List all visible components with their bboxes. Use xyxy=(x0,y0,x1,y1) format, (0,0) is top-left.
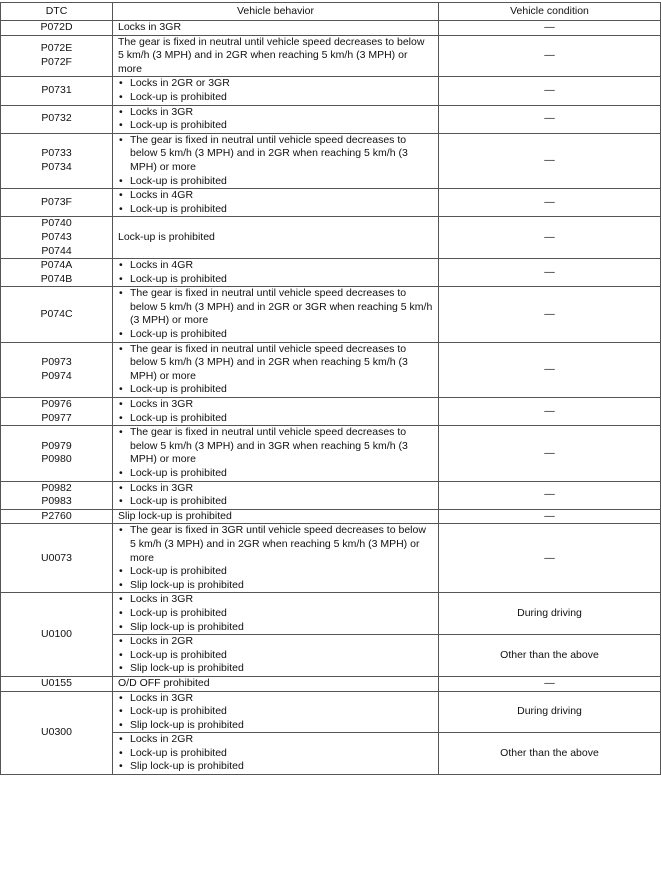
vehicle-behavior-cell xyxy=(113,287,439,342)
table-row xyxy=(1,524,661,593)
vehicle-behavior-cell xyxy=(113,342,439,397)
vehicle-behavior-cell xyxy=(113,426,439,481)
vehicle-condition-cell xyxy=(439,105,661,133)
dtc-cell xyxy=(1,593,113,677)
condition-text: During driving xyxy=(517,705,582,718)
behavior-bullet-item: • Locks in 3GR xyxy=(118,106,433,120)
dtc-code: P2760 xyxy=(41,509,72,522)
vehicle-behavior-cell xyxy=(113,189,439,217)
behavior-text: Lock-up is prohibited xyxy=(118,230,215,243)
behavior-bullet-item: • The gear is fixed in neutral until vehicle speed decreases to below 5 km/h (3 MPH) and in 2GR or 3GR when reaching 5 km/h (3 MPH) or more xyxy=(118,287,433,328)
behavior-bullet-item: • Slip lock-up is prohibited xyxy=(118,719,433,733)
vehicle-condition-cell xyxy=(439,35,661,77)
dtc-cell xyxy=(1,509,113,524)
dtc-fail-safe-table xyxy=(0,2,661,775)
dtc-cell xyxy=(1,217,113,259)
behavior-bullet-item: • Lock-up is prohibited xyxy=(118,495,433,509)
dtc-code: P0980 xyxy=(41,453,72,466)
behavior-bullet-list xyxy=(118,398,433,425)
vehicle-behavior-cell xyxy=(113,105,439,133)
vehicle-condition-cell xyxy=(439,676,661,691)
dtc-code: U0100 xyxy=(41,627,72,640)
behavior-bullet-item: • Lock-up is prohibited xyxy=(118,565,433,579)
dtc-code: P0740 xyxy=(41,217,72,230)
behavior-bullet-list xyxy=(118,426,433,480)
dtc-cell xyxy=(1,398,113,426)
table-row xyxy=(1,133,661,188)
dtc-cell xyxy=(1,481,113,509)
table-row xyxy=(1,105,661,133)
dtc-code: P0743 xyxy=(41,230,72,243)
vehicle-behavior-cell xyxy=(113,691,439,733)
dtc-cell xyxy=(1,259,113,287)
dtc-code: P072E xyxy=(40,42,73,55)
behavior-bullet-item: • Locks in 3GR xyxy=(118,398,433,412)
behavior-bullet-item: • Lock-up is prohibited xyxy=(118,412,433,426)
dtc-code: P0974 xyxy=(41,369,72,382)
table-row xyxy=(1,35,661,77)
behavior-bullet-item: • Locks in 3GR xyxy=(118,692,433,706)
vehicle-condition-cell xyxy=(439,481,661,509)
dtc-cell xyxy=(1,342,113,397)
behavior-bullet-item: • Lock-up is prohibited xyxy=(118,328,433,342)
table-row xyxy=(1,77,661,105)
vehicle-behavior-cell xyxy=(113,733,439,775)
dtc-cell xyxy=(1,105,113,133)
condition-dash: — xyxy=(544,676,555,689)
condition-dash: — xyxy=(544,195,555,208)
behavior-text: The gear is fixed in neutral until vehicle speed decreases to below 5 km/h (3 MPH) and in 2GR when reaching 5 km/h (3 MPH) or more xyxy=(118,35,425,75)
table-row xyxy=(1,217,661,259)
table-row xyxy=(1,676,661,691)
dtc-code: U0155 xyxy=(41,676,72,689)
behavior-bullet-item: • Locks in 2GR xyxy=(118,635,433,649)
dtc-code: P0732 xyxy=(41,112,72,125)
dtc-cell xyxy=(1,77,113,105)
condition-dash: — xyxy=(544,551,555,564)
behavior-bullet-list xyxy=(118,733,433,774)
header-vehicle-behavior: Vehicle behavior xyxy=(113,3,439,21)
vehicle-condition-cell xyxy=(439,133,661,188)
table-row xyxy=(1,21,661,36)
behavior-bullet-item: • Slip lock-up is prohibited xyxy=(118,662,433,676)
vehicle-behavior-cell xyxy=(113,481,439,509)
vehicle-condition-cell xyxy=(439,691,661,733)
dtc-code: P0744 xyxy=(41,244,72,257)
vehicle-behavior-cell xyxy=(113,676,439,691)
vehicle-behavior-cell xyxy=(113,217,439,259)
behavior-bullet-item: • Slip lock-up is prohibited xyxy=(118,579,433,593)
dtc-code: P0977 xyxy=(41,411,72,424)
condition-dash: — xyxy=(544,363,555,376)
behavior-bullet-item: • Lock-up is prohibited xyxy=(118,467,433,481)
vehicle-condition-cell xyxy=(439,77,661,105)
vehicle-behavior-cell xyxy=(113,509,439,524)
vehicle-condition-cell xyxy=(439,509,661,524)
behavior-bullet-item: • Lock-up is prohibited xyxy=(118,383,433,397)
dtc-code: U0300 xyxy=(41,725,72,738)
dtc-code: P074A xyxy=(40,259,73,272)
behavior-bullet-item: • Lock-up is prohibited xyxy=(118,91,433,105)
behavior-bullet-item: • Lock-up is prohibited xyxy=(118,273,433,287)
behavior-bullet-list xyxy=(118,343,433,397)
dtc-code: P0979 xyxy=(41,439,72,452)
behavior-bullet-item: • Lock-up is prohibited xyxy=(118,649,433,663)
vehicle-behavior-cell xyxy=(113,524,439,593)
behavior-text: Slip lock-up is prohibited xyxy=(118,509,232,522)
behavior-bullet-list xyxy=(118,287,433,341)
behavior-bullet-item: • The gear is fixed in neutral until vehicle speed decreases to below 5 km/h (3 MPH) and in 3GR when reaching 5 km/h (3 MPH) or more xyxy=(118,426,433,467)
vehicle-condition-cell xyxy=(439,342,661,397)
behavior-bullet-item: • Locks in 4GR xyxy=(118,189,433,203)
condition-dash: — xyxy=(544,446,555,459)
header-row xyxy=(1,3,661,21)
dtc-code: P074B xyxy=(40,272,73,285)
behavior-bullet-item: • Locks in 3GR xyxy=(118,482,433,496)
table-row xyxy=(1,287,661,342)
behavior-bullet-item: • The gear is fixed in neutral until vehicle speed decreases to below 5 km/h (3 MPH) and in 2GR when reaching 5 km/h (3 MPH) or more xyxy=(118,134,433,175)
vehicle-condition-cell xyxy=(439,21,661,36)
table-row xyxy=(1,189,661,217)
table-row xyxy=(1,509,661,524)
condition-dash: — xyxy=(544,84,555,97)
behavior-bullet-list xyxy=(118,259,433,286)
behavior-bullet-item: • Lock-up is prohibited xyxy=(118,607,433,621)
condition-dash: — xyxy=(544,112,555,125)
dtc-cell xyxy=(1,35,113,77)
condition-dash: — xyxy=(544,509,555,522)
dtc-code: P0976 xyxy=(41,398,72,411)
vehicle-condition-cell xyxy=(439,426,661,481)
dtc-cell xyxy=(1,21,113,36)
condition-dash: — xyxy=(544,230,555,243)
behavior-bullet-item: • Lock-up is prohibited xyxy=(118,119,433,133)
vehicle-condition-cell xyxy=(439,189,661,217)
dtc-code: P0731 xyxy=(41,84,72,97)
behavior-bullet-list xyxy=(118,593,433,634)
vehicle-behavior-cell xyxy=(113,133,439,188)
condition-dash: — xyxy=(544,307,555,320)
vehicle-condition-cell xyxy=(439,217,661,259)
behavior-bullet-item: • The gear is fixed in neutral until vehicle speed decreases to below 5 km/h (3 MPH) and in 2GR when reaching 5 km/h (3 MPH) or more xyxy=(118,343,433,384)
condition-text: Other than the above xyxy=(500,648,599,661)
table-row xyxy=(1,691,661,733)
condition-dash: — xyxy=(544,265,555,278)
dtc-cell xyxy=(1,133,113,188)
vehicle-behavior-cell xyxy=(113,635,439,677)
behavior-bullet-list xyxy=(118,134,433,188)
condition-dash: — xyxy=(544,154,555,167)
condition-dash: — xyxy=(544,404,555,417)
vehicle-behavior-cell xyxy=(113,21,439,36)
dtc-code: P072F xyxy=(41,55,72,68)
header-vehicle-condition: Vehicle condition xyxy=(439,3,661,21)
behavior-bullet-list xyxy=(118,77,433,104)
vehicle-condition-cell xyxy=(439,398,661,426)
table-row xyxy=(1,259,661,287)
vehicle-condition-cell xyxy=(439,733,661,775)
condition-dash: — xyxy=(544,21,555,33)
behavior-bullet-list xyxy=(118,524,433,592)
vehicle-behavior-cell xyxy=(113,259,439,287)
vehicle-condition-cell xyxy=(439,593,661,635)
dtc-code: P073F xyxy=(41,195,72,208)
vehicle-condition-cell xyxy=(439,524,661,593)
vehicle-behavior-cell xyxy=(113,593,439,635)
behavior-bullet-item: • Lock-up is prohibited xyxy=(118,203,433,217)
behavior-bullet-list xyxy=(118,635,433,676)
dtc-code: P0982 xyxy=(41,481,72,494)
table-row xyxy=(1,342,661,397)
table-row xyxy=(1,481,661,509)
dtc-cell xyxy=(1,524,113,593)
behavior-bullet-item: • Lock-up is prohibited xyxy=(118,705,433,719)
vehicle-behavior-cell xyxy=(113,35,439,77)
vehicle-condition-cell xyxy=(439,287,661,342)
table-row xyxy=(1,398,661,426)
behavior-bullet-item: • Lock-up is prohibited xyxy=(118,175,433,189)
behavior-bullet-list xyxy=(118,482,433,509)
dtc-cell xyxy=(1,691,113,775)
dtc-code: P0733 xyxy=(41,147,72,160)
dtc-cell xyxy=(1,189,113,217)
dtc-cell xyxy=(1,287,113,342)
condition-dash: — xyxy=(544,49,555,62)
behavior-text: O/D OFF prohibited xyxy=(118,676,210,689)
dtc-code: P0983 xyxy=(41,495,72,508)
dtc-code: P0734 xyxy=(41,160,72,173)
behavior-bullet-item: • Locks in 4GR xyxy=(118,259,433,273)
table-header xyxy=(1,3,661,21)
table-body xyxy=(1,21,661,775)
vehicle-condition-cell xyxy=(439,259,661,287)
behavior-bullet-item: • Locks in 2GR or 3GR xyxy=(118,77,433,91)
behavior-bullet-item: • Locks in 3GR xyxy=(118,593,433,607)
vehicle-behavior-cell xyxy=(113,398,439,426)
dtc-code: P074C xyxy=(40,307,73,320)
behavior-text: Locks in 3GR xyxy=(118,21,182,33)
dtc-cell xyxy=(1,676,113,691)
behavior-bullet-list xyxy=(118,189,433,216)
dtc-code: P072D xyxy=(40,21,73,33)
behavior-bullet-item: • Slip lock-up is prohibited xyxy=(118,621,433,635)
header-dtc: DTC xyxy=(1,3,113,21)
behavior-bullet-item: • Slip lock-up is prohibited xyxy=(118,760,433,774)
behavior-bullet-item: • Lock-up is prohibited xyxy=(118,747,433,761)
behavior-bullet-item: • The gear is fixed in 3GR until vehicle speed decreases to below 5 km/h (3 MPH) and in 2GR when reaching 5 km/h (3 MPH) or more xyxy=(118,524,433,565)
condition-text: Other than the above xyxy=(500,746,599,759)
behavior-bullet-list xyxy=(118,106,433,133)
table-row xyxy=(1,426,661,481)
behavior-bullet-list xyxy=(118,692,433,733)
dtc-cell xyxy=(1,426,113,481)
dtc-code: P0973 xyxy=(41,356,72,369)
table-row xyxy=(1,593,661,635)
dtc-code: U0073 xyxy=(41,551,72,564)
vehicle-condition-cell xyxy=(439,635,661,677)
vehicle-behavior-cell xyxy=(113,77,439,105)
behavior-bullet-item: • Locks in 2GR xyxy=(118,733,433,747)
condition-text: During driving xyxy=(517,606,582,619)
condition-dash: — xyxy=(544,488,555,501)
